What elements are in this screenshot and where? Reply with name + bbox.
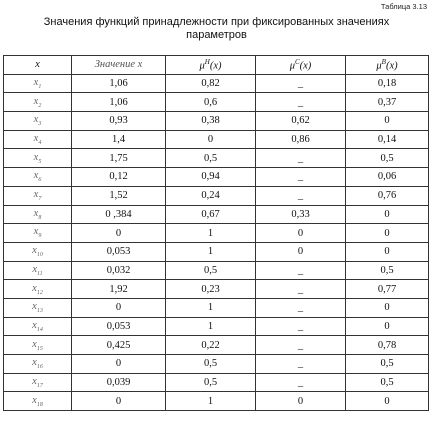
cell-mu-b: 0,5 <box>346 149 429 168</box>
cell-value: 0 <box>72 392 166 411</box>
row-variable <box>4 373 72 392</box>
cell-mu-b: 0,5 <box>346 261 429 280</box>
cell-value: 1,52 <box>72 186 166 205</box>
row-variable <box>4 242 72 261</box>
cell-value: 1,92 <box>72 280 166 299</box>
cell-mu-h: 0,5 <box>166 261 256 280</box>
cell-value: 0,12 <box>72 168 166 187</box>
variable-letter: x <box>33 189 39 201</box>
cell-mu-h: 0,5 <box>166 373 256 392</box>
mu-symbol: μ <box>199 60 205 72</box>
cell-mu-c: _ <box>256 355 346 374</box>
mu-argument: (x) <box>385 60 398 72</box>
variable-letter: x <box>32 245 37 257</box>
variable-index: 17 <box>36 383 43 390</box>
row-variable <box>4 168 72 187</box>
table-row <box>4 149 429 168</box>
table-row <box>4 317 429 336</box>
cell-value: 0 <box>72 298 166 317</box>
mu-superscript-b: B <box>381 58 386 67</box>
cell-mu-h: 0,24 <box>166 186 256 205</box>
cell-mu-h: 0 <box>166 130 256 149</box>
variable-letter: x <box>33 226 39 238</box>
variable-index: 7 <box>38 196 42 203</box>
caption-line-1: Значения функций принадлежности при фиксированных значениях <box>43 16 390 28</box>
table-row <box>4 74 429 93</box>
header-value: Значение x <box>72 56 166 75</box>
row-variable <box>4 149 72 168</box>
cell-value: 0,93 <box>72 112 166 131</box>
cell-mu-h: 1 <box>166 224 256 243</box>
table-row <box>4 261 429 280</box>
cell-mu-h: 0,94 <box>166 168 256 187</box>
cell-mu-c: _ <box>256 280 346 299</box>
cell-mu-h: 0,23 <box>166 280 256 299</box>
row-variable <box>4 261 72 280</box>
table-number-label: Таблица 3.13 <box>380 2 427 11</box>
cell-mu-h: 0,22 <box>166 336 256 355</box>
membership-table <box>3 55 429 411</box>
table-row <box>4 373 429 392</box>
variable-index: 9 <box>38 233 42 240</box>
variable-letter: x <box>33 133 39 145</box>
variable-index: 10 <box>36 252 43 259</box>
row-variable <box>4 280 72 299</box>
variable-letter: x <box>32 319 37 331</box>
cell-mu-b: 0,37 <box>346 93 429 112</box>
cell-mu-c: 0 <box>256 242 346 261</box>
cell-mu-c: _ <box>256 149 346 168</box>
variable-letter: x <box>32 301 37 313</box>
row-variable <box>4 392 72 411</box>
cell-mu-b: 0,76 <box>346 186 429 205</box>
table-row <box>4 168 429 187</box>
variable-letter: x <box>33 95 39 107</box>
mu-argument: (x) <box>209 60 222 72</box>
variable-letter: x <box>33 114 39 126</box>
cell-mu-h: 0,82 <box>166 74 256 93</box>
cell-mu-b: 0 <box>346 392 429 411</box>
table-row <box>4 186 429 205</box>
header-row <box>4 56 429 75</box>
cell-mu-b: 0,78 <box>346 336 429 355</box>
cell-mu-c: _ <box>256 74 346 93</box>
variable-letter: x <box>32 375 37 387</box>
variable-index: 2 <box>38 102 42 109</box>
variable-letter: x <box>32 357 37 369</box>
variable-letter: x <box>33 76 39 88</box>
mu-superscript-h: H <box>204 58 210 67</box>
cell-value: 1,4 <box>72 130 166 149</box>
row-variable <box>4 224 72 243</box>
header-mu-c <box>256 56 346 75</box>
table-row <box>4 298 429 317</box>
cell-mu-c: _ <box>256 261 346 280</box>
row-variable <box>4 112 72 131</box>
cell-mu-b: 0,5 <box>346 355 429 374</box>
row-variable <box>4 336 72 355</box>
cell-mu-b: 0,5 <box>346 373 429 392</box>
cell-mu-c: _ <box>256 373 346 392</box>
cell-mu-b: 0 <box>346 317 429 336</box>
cell-mu-c: _ <box>256 168 346 187</box>
variable-index: 6 <box>38 177 42 184</box>
table-row <box>4 336 429 355</box>
variable-index: 14 <box>36 327 43 334</box>
cell-mu-c: _ <box>256 93 346 112</box>
row-variable <box>4 205 72 224</box>
cell-mu-c: _ <box>256 298 346 317</box>
row-variable <box>4 298 72 317</box>
cell-mu-c: 0 <box>256 392 346 411</box>
variable-letter: x <box>32 394 37 406</box>
cell-mu-c: _ <box>256 186 346 205</box>
header-mu-h <box>166 56 256 75</box>
table-caption <box>0 16 433 42</box>
cell-value: 0 <box>72 224 166 243</box>
cell-mu-h: 0,38 <box>166 112 256 131</box>
row-variable <box>4 186 72 205</box>
variable-letter: x <box>32 263 38 275</box>
mu-symbol: μ <box>376 60 382 72</box>
row-variable <box>4 317 72 336</box>
header-x: x <box>4 56 72 75</box>
cell-mu-b: 0 <box>346 205 429 224</box>
cell-mu-h: 1 <box>166 242 256 261</box>
cell-value: 1,75 <box>72 149 166 168</box>
variable-index: 16 <box>36 364 43 371</box>
cell-mu-c: 0,86 <box>256 130 346 149</box>
cell-value: 0 ,384 <box>72 205 166 224</box>
cell-mu-b: 0,14 <box>346 130 429 149</box>
table-body <box>4 74 429 410</box>
cell-mu-b: 0,18 <box>346 74 429 93</box>
caption-line-2: параметров <box>186 29 247 41</box>
cell-value: 0,053 <box>72 242 166 261</box>
cell-mu-h: 0,67 <box>166 205 256 224</box>
cell-mu-b: 0 <box>346 242 429 261</box>
variable-index: 5 <box>38 158 42 165</box>
cell-mu-h: 1 <box>166 317 256 336</box>
cell-value: 0,425 <box>72 336 166 355</box>
cell-value: 1,06 <box>72 74 166 93</box>
row-variable <box>4 130 72 149</box>
cell-value: 0,053 <box>72 317 166 336</box>
variable-index: 11 <box>37 270 43 277</box>
mu-symbol: μ <box>289 60 295 72</box>
table-row <box>4 280 429 299</box>
cell-mu-h: 1 <box>166 298 256 317</box>
variable-letter: x <box>32 282 37 294</box>
row-variable <box>4 74 72 93</box>
cell-value: 0,032 <box>72 261 166 280</box>
variable-index: 4 <box>38 140 42 147</box>
cell-mu-h: 0,5 <box>166 355 256 374</box>
cell-mu-c: _ <box>256 317 346 336</box>
table-row <box>4 93 429 112</box>
cell-mu-h: 1 <box>166 392 256 411</box>
variable-index: 1 <box>38 84 42 91</box>
cell-mu-b: 0,77 <box>346 280 429 299</box>
cell-mu-c: _ <box>256 336 346 355</box>
cell-value: 1,06 <box>72 93 166 112</box>
variable-index: 13 <box>36 308 43 315</box>
variable-index: 3 <box>38 121 42 128</box>
variable-index: 18 <box>36 401 43 408</box>
mu-superscript-c: C <box>294 58 300 67</box>
cell-mu-c: 0,62 <box>256 112 346 131</box>
header-mu-b <box>346 56 429 75</box>
cell-mu-b: 0 <box>346 298 429 317</box>
table-row <box>4 112 429 131</box>
variable-letter: x <box>33 170 39 182</box>
cell-mu-b: 0,06 <box>346 168 429 187</box>
cell-mu-b: 0 <box>346 112 429 131</box>
variable-letter: x <box>32 338 37 350</box>
row-variable <box>4 355 72 374</box>
mu-argument: (x) <box>299 60 312 72</box>
variable-index: 12 <box>36 289 43 296</box>
cell-value: 0 <box>72 355 166 374</box>
variable-letter: x <box>33 151 39 163</box>
cell-mu-c: 0 <box>256 224 346 243</box>
cell-mu-b: 0 <box>346 224 429 243</box>
table-row <box>4 224 429 243</box>
cell-value: 0,039 <box>72 373 166 392</box>
variable-letter: x <box>33 207 39 219</box>
table-row <box>4 205 429 224</box>
table-row <box>4 355 429 374</box>
table-row <box>4 392 429 411</box>
cell-mu-c: 0,33 <box>256 205 346 224</box>
variable-index: 15 <box>36 345 43 352</box>
cell-mu-h: 0,5 <box>166 149 256 168</box>
cell-mu-h: 0,6 <box>166 93 256 112</box>
table-row <box>4 130 429 149</box>
variable-index: 8 <box>38 214 42 221</box>
table-row <box>4 242 429 261</box>
row-variable <box>4 93 72 112</box>
